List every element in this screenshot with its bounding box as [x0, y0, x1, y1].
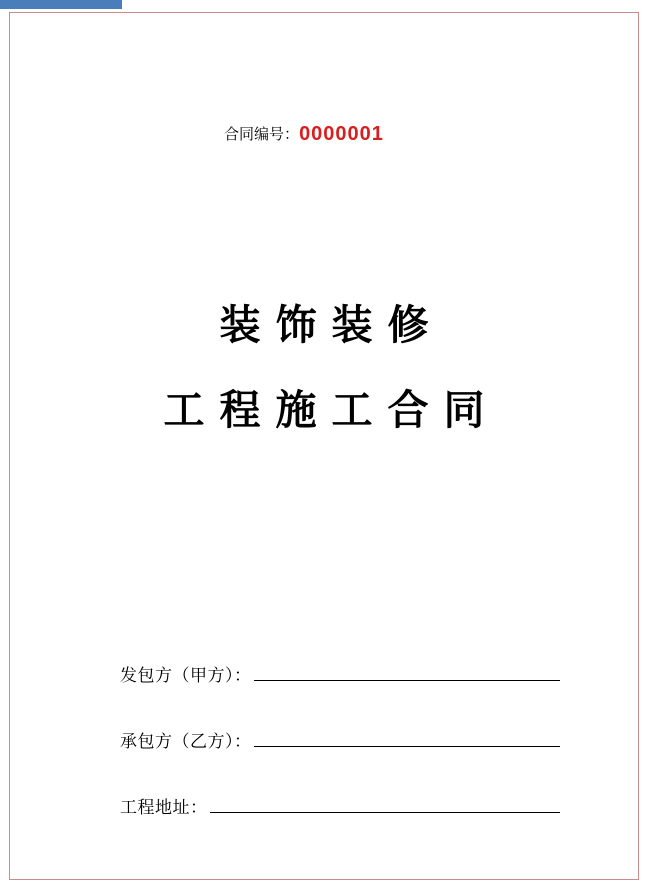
contract-number-value: 0000001 — [299, 123, 384, 145]
title-line-1: 装饰装修 — [219, 301, 444, 349]
party-a-input-line[interactable] — [254, 665, 561, 681]
party-b-input-line[interactable] — [254, 731, 561, 747]
title-line-2: 工程施工合同 — [163, 386, 500, 434]
project-address-input-line[interactable] — [210, 797, 561, 813]
party-b-label: 承包方（乙方）： — [120, 732, 252, 751]
party-a-label: 发包方（甲方）： — [120, 666, 252, 685]
contract-number-row — [10, 123, 638, 146]
field-row-party-a — [120, 661, 560, 686]
project-address-label: 工程地址： — [120, 798, 208, 817]
document-page — [9, 12, 639, 880]
field-row-project-address — [120, 793, 560, 818]
party-fields — [120, 661, 560, 859]
window-top-tab — [0, 0, 122, 9]
document-title — [10, 301, 638, 434]
field-row-party-b — [120, 727, 560, 752]
contract-number-label: 合同编号： — [224, 126, 300, 143]
